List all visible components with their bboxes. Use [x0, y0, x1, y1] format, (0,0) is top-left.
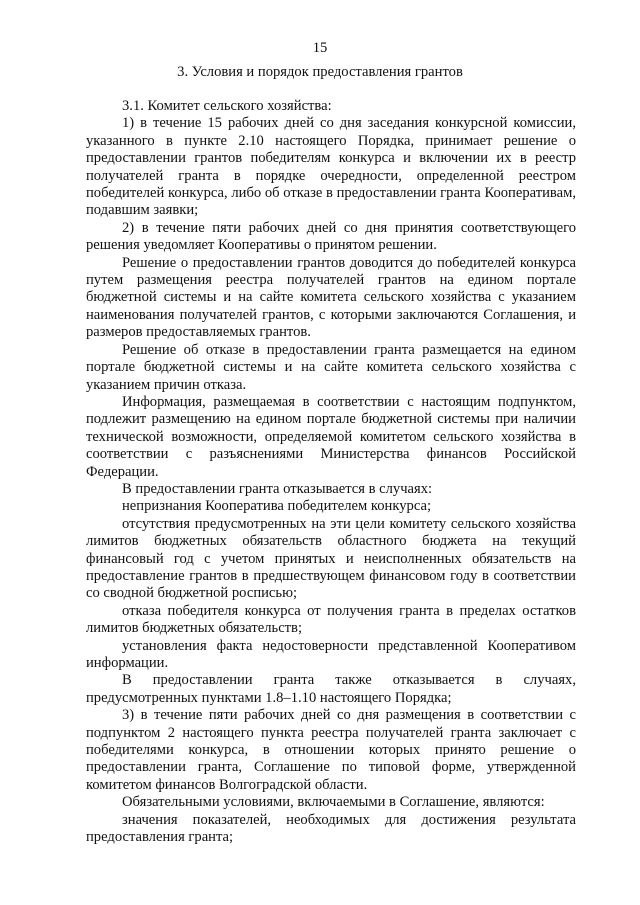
- paragraph-subitem-1: 1) в течение 15 рабочих дней со дня заседания конкурсной комиссии, указанного в пункте 2.10 настоящего Порядка, принимает решение о предоставлении грантов победителям конкурса и включении их в реестр получателей гранта в порядке очередности, определенной реестром победителей конкурса, либо об отказе в предоставлении гранта Кооперативам, подавшим заявки;: [86, 115, 576, 219]
- list-item-winner-refusal: отказа победителя конкурса от получения гранта в пределах остатков лимитов бюджетных обязательств;: [86, 602, 576, 637]
- page-number: 15: [312, 40, 328, 56]
- list-item-false-info: установления факта недостоверности представленной Кооперативом информации.: [86, 637, 576, 671]
- document-body: [86, 98, 576, 846]
- paragraph-decision-refusal: Решение об отказе в предоставлении гранта размещается на едином портале бюджетной системы и на сайте комитета сельского хозяйства с указанием причин отказа.: [86, 341, 576, 393]
- paragraph-3-1: 3.1. Комитет сельского хозяйства:: [122, 98, 332, 114]
- list-item-not-winner: непризнания Кооператива победителем конкурса;: [122, 498, 432, 515]
- paragraph-information: Информация, размещаемая в соответствии с настоящим подпунктом, подлежит размещению на едином портале бюджетной системы при наличии технической возможности, определяемой комитетом сельского хозяйства в соответствии с разъяснениями Министерства финансов Российской Федерации.: [86, 393, 576, 480]
- paragraph-subitem-3: 3) в течение пяти рабочих дней со дня размещения в соответствии с подпунктом 2 настоящего пункта реестра получателей гранта заключает с победителями конкурса, в отношении которых принято решение о предоставлении гранта, Соглашение по типовой форме, утвержденной комитетом финансов Волгоградской области.: [86, 707, 576, 793]
- paragraph-also-refused: В предоставлении гранта также отказывается в случаях, предусмотренных пунктами 1.8–1.10 настоящего Порядка;: [86, 672, 576, 706]
- paragraph-mandatory-conditions: Обязательными условиями, включаемыми в Соглашение, являются:: [122, 794, 545, 811]
- section-title: 3. Условия и порядок предоставления грантов: [177, 64, 463, 80]
- list-item-indicators: значения показателей, необходимых для достижения результата предоставления гранта;: [86, 811, 576, 846]
- paragraph-subitem-2: 2) в течение пяти рабочих дней со дня принятия соответствующего решения уведомляет Кооперативы о принятом решении.: [86, 219, 576, 254]
- paragraph-refusal-cases: В предоставлении гранта отказывается в случаях:: [122, 480, 433, 497]
- list-item-no-limits: отсутствия предусмотренных на эти цели комитету сельского хозяйства лимитов бюджетных обязательств областного бюджета на текущий финансовый год с учетом принятых и неисполненных обязательств на предоставление грантов в предшествующем финансовом году в соответствии со сводной бюджетной росписью;: [86, 515, 576, 602]
- paragraph-decision-grant: Решение о предоставлении грантов доводится до победителей конкурса путем размещения реестра получателей грантов на едином портале бюджетной системы и на сайте комитета сельского хозяйства с указанием наименования получателей грантов, с которыми заключаются Соглашения, и размеров предоставляемых грантов.: [86, 254, 576, 341]
